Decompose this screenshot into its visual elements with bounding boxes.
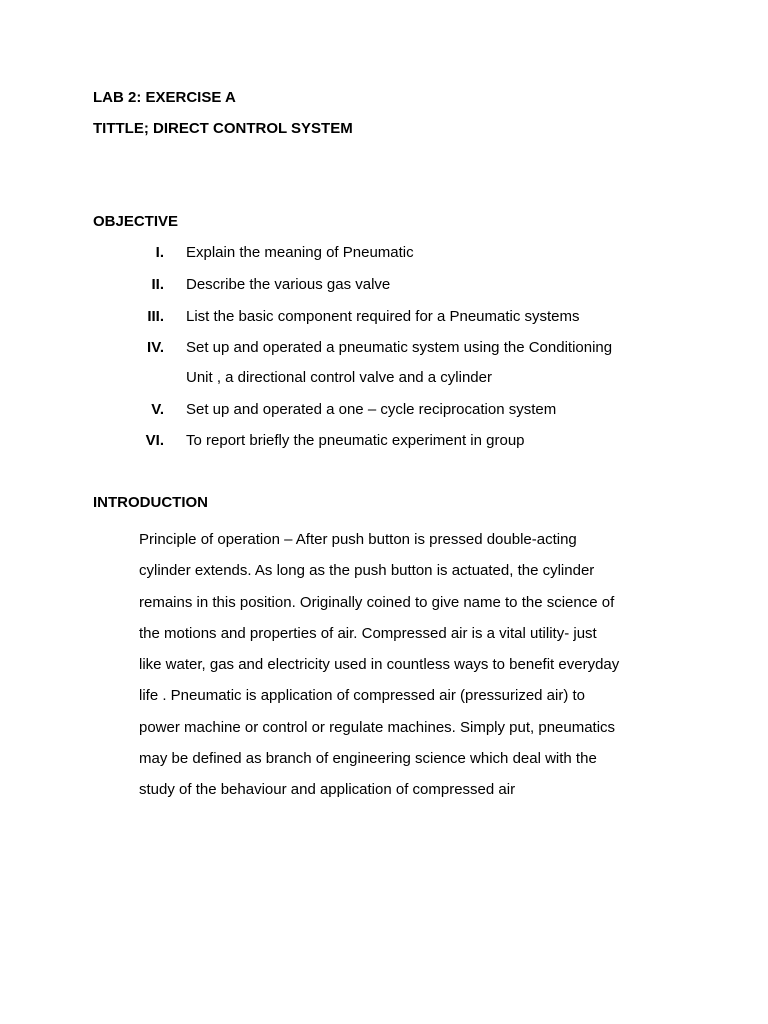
introduction-heading: INTRODUCTION bbox=[93, 494, 208, 511]
objective-text: Set up and operated a one – cycle reciprocation system bbox=[186, 401, 557, 418]
lab-exercise-heading: LAB 2: EXERCISE A bbox=[93, 89, 236, 106]
objective-numeral: II. bbox=[151, 276, 164, 293]
objective-item bbox=[0, 400, 768, 420]
objective-item bbox=[0, 243, 768, 263]
objective-text: Set up and operated a pneumatic system using the Conditioning bbox=[186, 339, 613, 356]
objective-numeral: VI. bbox=[145, 432, 164, 449]
objective-item bbox=[0, 338, 768, 358]
paragraph-line: the motions and properties of air. Compressed air is a vital utility- just bbox=[139, 624, 597, 642]
objective-text: Describe the various gas valve bbox=[186, 276, 391, 293]
paragraph-line: cylinder extends. As long as the push button is actuated, the cylinder bbox=[139, 562, 595, 580]
paragraph-line: power machine or control or regulate machines. Simply put, pneumatics bbox=[139, 718, 616, 736]
objective-text: Unit , a directional control valve and a cylinder bbox=[186, 369, 492, 386]
paragraph-line: like water, gas and electricity used in countless ways to benefit everyday bbox=[139, 656, 620, 674]
paragraph-line: Principle of operation – After push button is pressed double-acting bbox=[139, 531, 577, 548]
objective-numeral: IV. bbox=[147, 339, 164, 356]
objective-item bbox=[0, 275, 768, 295]
objective-item bbox=[0, 431, 768, 451]
objective-item-continuation bbox=[0, 368, 768, 388]
introduction-paragraph bbox=[139, 524, 679, 806]
objective-heading: OBJECTIVE bbox=[93, 213, 179, 230]
paragraph-line: study of the behaviour and application of compressed air bbox=[139, 781, 516, 799]
document-title: TITTLE; DIRECT CONTROL SYSTEM bbox=[93, 120, 353, 137]
objective-numeral: III. bbox=[147, 308, 164, 325]
objective-item bbox=[0, 307, 768, 327]
objective-text: List the basic component required for a Pneumatic systems bbox=[186, 308, 580, 325]
objective-text: Explain the meaning of Pneumatic bbox=[186, 244, 414, 261]
objective-numeral: I. bbox=[155, 244, 164, 261]
objective-numeral: V. bbox=[151, 401, 164, 418]
paragraph-line: may be defined as branch of engineering science which deal with the bbox=[139, 750, 597, 768]
paragraph-line: life . Pneumatic is application of compressed air (pressurized air) to bbox=[139, 687, 586, 705]
objective-text: To report briefly the pneumatic experiment in group bbox=[186, 432, 525, 449]
paragraph-line: remains in this position. Originally coined to give name to the science of bbox=[139, 593, 615, 611]
